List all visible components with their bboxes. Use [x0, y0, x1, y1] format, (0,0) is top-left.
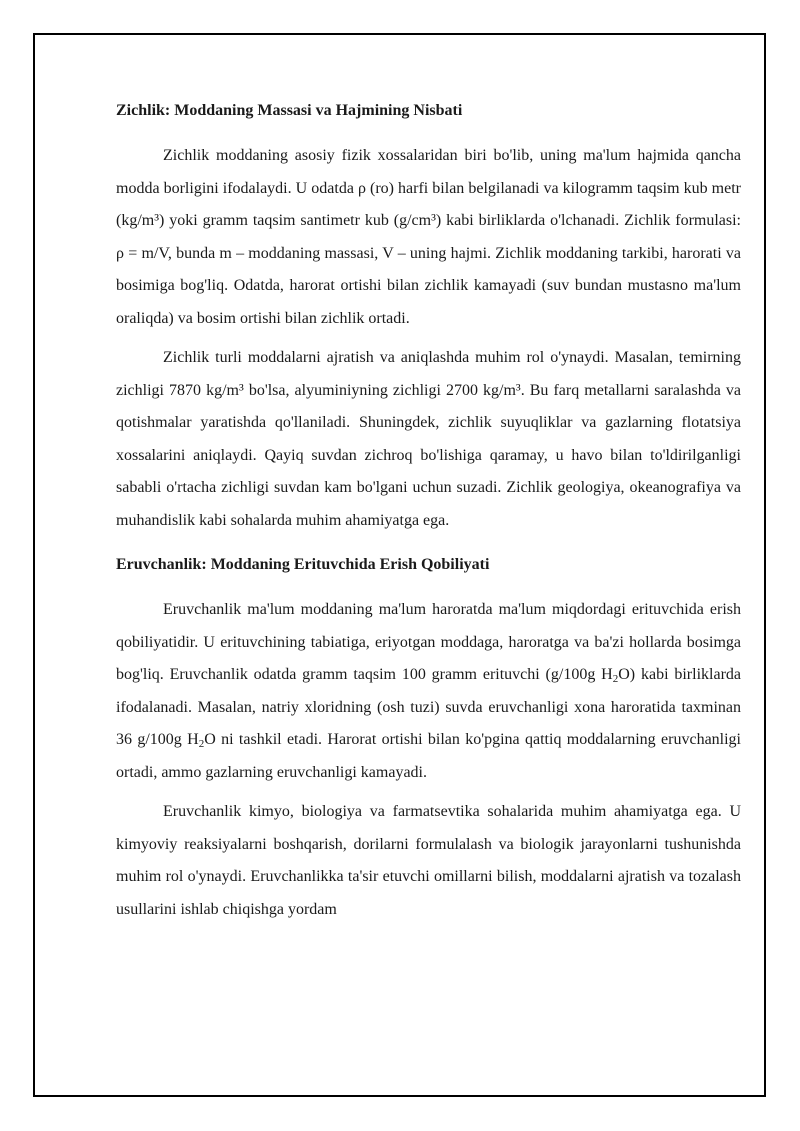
- subscript: 2: [612, 673, 619, 685]
- paragraph-solubility-definition: [116, 594, 741, 789]
- section-heading-solubility: Eruvchanlik: Moddaning Erituvchida Erish Qobiliyati: [116, 556, 490, 573]
- text-run: O) kabi birliklarda ifodalanadi. Masalan, natriy xloridning (osh tuzi) suvda eruvchanligi xona haroratida taxminan 36 g/100g H: [116, 666, 741, 748]
- paragraph-solubility-importance: Eruvchanlik kimyo, biologiya va farmatsevtika sohalarida muhim ahamiyatga ega. U kimyoviy reaksiyalarni boshqarish, dorilarni formulalash va biologik jarayonlarni tushunishda muhim rol o'ynaydi. Eruvchanlikka ta'sir etuvchi omillarni bilish, moddalarni ajratish va tozalash usullarini ishlab chiqishga yordam: [116, 803, 741, 918]
- subscript: 2: [198, 738, 205, 750]
- paragraph-density-applications: Zichlik turli moddalarni ajratish va aniqlashda muhim rol o'ynaydi. Masalan, temirning zichligi 7870 kg/m³ bo'lsa, alyuminiyning zichligi 2700 kg/m³. Bu farq metallarni saralashda va qotishmalar yaratishda qo'llaniladi. Shuningdek, zichlik suyuqliklar va gazlarning flotatsiya xossalarini aniqlaydi. Qayiq suvdan zichroq bo'lishiga qaramay, u havo bilan to'ldirilganligi sababli o'rtacha zichligi suvdan kam bo'lgani uchun suzadi. Zichlik geologiya, okeanografiya va muhandislik kabi sohalarda muhim ahamiyatga ega.: [116, 349, 741, 529]
- section-heading-density: Zichlik: Moddaning Massasi va Hajmining Nisbati: [116, 102, 463, 119]
- paragraph-density-definition: Zichlik moddaning asosiy fizik xossalaridan biri bo'lib, uning ma'lum hajmida qancha modda borligini ifodalaydi. U odatda ρ (ro) harfi bilan belgilanadi va kilogramm taqsim kub metr (kg/m³) yoki gramm taqsim santimetr kub (g/cm³) kabi birliklarda o'lchanadi. Zichlik formulasi: ρ = m/V, bunda m – moddaning massasi, V – uning hajmi. Zichlik moddaning tarkibi, harorati va bosimiga bog'liq. Odatda, harorat ortishi bilan zichlik kamayadi (suv bundan mustasno ma'lum oraliqda) va bosim ortishi bilan zichlik ortadi.: [116, 147, 741, 327]
- document-body: [116, 95, 741, 933]
- text-run: Eruvchanlik ma'lum moddaning ma'lum haroratda ma'lum miqdordagi erituvchida erish qobiliyatidir. U erituvchining tabiatiga, eriyotgan moddaga, haroratga va ba'zi hollarda bosimga bog'liq. Eruvchanlik odatda gramm taqsim 100 gramm erituvchi (g/100g H: [116, 601, 741, 683]
- text-run: O ni tashkil etadi. Harorat ortishi bilan ko'pgina qattiq moddalarning eruvchanligi ortadi, ammo gazlarning eruvchanligi kamayadi.: [116, 731, 742, 781]
